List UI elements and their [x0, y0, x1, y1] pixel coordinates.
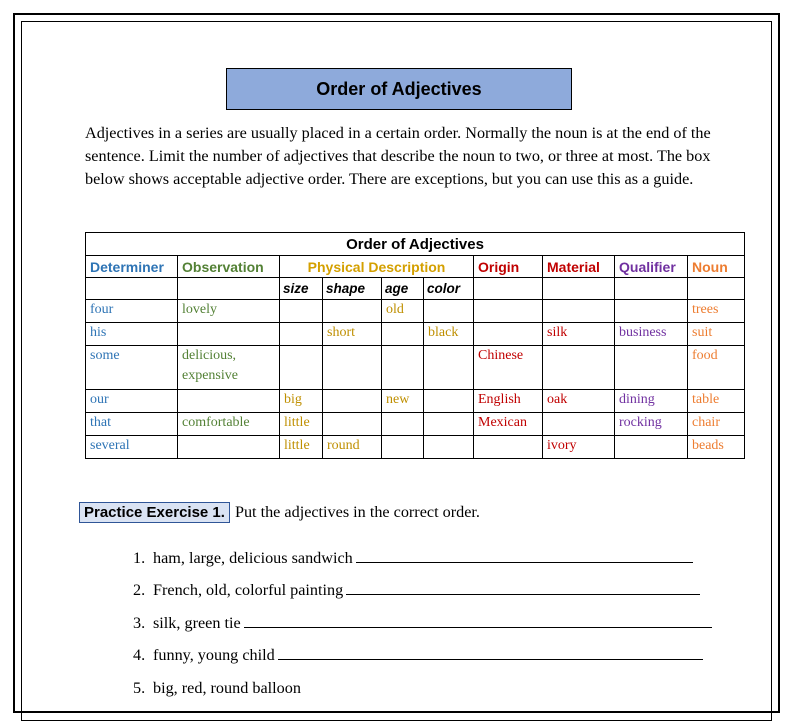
table-row — [86, 413, 745, 436]
answer-line[interactable] — [356, 561, 693, 563]
cell-age: new — [382, 390, 424, 413]
cell-obs — [178, 323, 280, 346]
cell-color — [424, 346, 474, 390]
cell-noun: table — [688, 390, 745, 413]
practice-label: Practice Exercise 1. — [79, 502, 230, 523]
exercise-text: big, red, round balloon — [153, 678, 301, 697]
cell-shape — [323, 390, 382, 413]
cell-origin — [474, 300, 543, 323]
cell-shape: round — [323, 436, 382, 459]
cell-material: ivory — [543, 436, 615, 459]
cell-size — [280, 300, 323, 323]
exercise-item — [133, 633, 712, 666]
subheader-size: size — [280, 278, 323, 300]
cell-obs — [178, 390, 280, 413]
table-row — [86, 390, 745, 413]
cell-noun: food — [688, 346, 745, 390]
subheader-color: color — [424, 278, 474, 300]
exercise-number: 3. — [133, 613, 146, 632]
exercise-number: 2. — [133, 581, 146, 599]
header-determiner: Determiner — [86, 256, 178, 278]
exercise-text: funny, young child — [153, 646, 275, 664]
exercise-text: silk, green tie — [153, 613, 241, 632]
cell-det: his — [86, 323, 178, 346]
cell-age — [382, 323, 424, 346]
subheader-shape: shape — [323, 278, 382, 300]
cell-qualifier: business — [615, 323, 688, 346]
exercise-number: 5. — [133, 678, 146, 697]
practice-instruction: Put the adjectives in the correct order. — [234, 503, 480, 521]
cell-qualifier — [615, 300, 688, 323]
subheader-age: age — [382, 278, 424, 300]
subheader-empty — [474, 278, 543, 300]
cell-shape — [323, 346, 382, 390]
subheader-empty — [178, 278, 280, 300]
page-title-text: Order of Adjectives — [316, 78, 482, 99]
cell-shape — [323, 300, 382, 323]
cell-noun: trees — [688, 300, 745, 323]
cell-material — [543, 413, 615, 436]
intro-paragraph: Adjectives in a series are usually placed in a certain order. Normally the noun is at the end of the sentence. Limit the number of adjectives that describe the noun to two, or three at most. The box below shows acceptable adjective order. There are exceptions, but you can use this as a guide. — [85, 124, 711, 188]
table-row — [86, 346, 745, 390]
cell-age — [382, 346, 424, 390]
cell-origin — [474, 323, 543, 346]
exercise-item — [133, 665, 712, 698]
cell-noun: beads — [688, 436, 745, 459]
exercise-item — [133, 568, 712, 601]
cell-size — [280, 346, 323, 390]
cell-color — [424, 390, 474, 413]
adjective-order-table — [85, 232, 745, 459]
header-origin: Origin — [474, 256, 543, 278]
cell-obs: delicious, expensive — [178, 346, 280, 390]
header-physical-description: Physical Description — [280, 256, 474, 278]
exercise-number: 1. — [133, 548, 146, 567]
cell-color — [424, 300, 474, 323]
cell-size — [280, 323, 323, 346]
cell-noun: chair — [688, 413, 745, 436]
cell-det: four — [86, 300, 178, 323]
cell-size: little — [280, 436, 323, 459]
cell-origin: Mexican — [474, 413, 543, 436]
cell-obs: lovely — [178, 300, 280, 323]
cell-qualifier — [615, 436, 688, 459]
answer-line[interactable] — [278, 658, 703, 660]
cell-color — [424, 436, 474, 459]
cell-origin — [474, 436, 543, 459]
cell-shape: short — [323, 323, 382, 346]
cell-age: old — [382, 300, 424, 323]
page-title — [226, 68, 572, 110]
table-row — [86, 300, 745, 323]
exercise-item — [133, 535, 712, 568]
cell-shape — [323, 413, 382, 436]
cell-material — [543, 346, 615, 390]
cell-material — [543, 300, 615, 323]
practice-heading — [79, 502, 480, 523]
exercise-item — [133, 600, 712, 633]
cell-origin: English — [474, 390, 543, 413]
exercise-list — [133, 535, 712, 698]
cell-qualifier: rocking — [615, 413, 688, 436]
table-title: Order of Adjectives — [86, 233, 745, 256]
exercise-text: ham, large, delicious sandwich — [153, 548, 353, 567]
table-row — [86, 436, 745, 459]
cell-size: little — [280, 413, 323, 436]
cell-noun: suit — [688, 323, 745, 346]
cell-obs — [178, 436, 280, 459]
subheader-empty — [86, 278, 178, 300]
subheader-empty — [688, 278, 745, 300]
table-row — [86, 323, 745, 346]
answer-line[interactable] — [244, 626, 712, 628]
header-noun: Noun — [688, 256, 745, 278]
cell-obs: comfortable — [178, 413, 280, 436]
cell-color — [424, 413, 474, 436]
subheader-empty — [543, 278, 615, 300]
cell-qualifier: dining — [615, 390, 688, 413]
cell-det: our — [86, 390, 178, 413]
cell-material: silk — [543, 323, 615, 346]
header-qualifier: Qualifier — [615, 256, 688, 278]
cell-color: black — [424, 323, 474, 346]
subheader-empty — [615, 278, 688, 300]
answer-line[interactable] — [346, 593, 700, 595]
cell-material: oak — [543, 390, 615, 413]
table-body — [86, 300, 745, 459]
cell-age — [382, 413, 424, 436]
cell-age — [382, 436, 424, 459]
cell-det: that — [86, 413, 178, 436]
header-material: Material — [543, 256, 615, 278]
exercise-number: 4. — [133, 646, 146, 664]
cell-size: big — [280, 390, 323, 413]
header-observation: Observation — [178, 256, 280, 278]
cell-origin: Chinese — [474, 346, 543, 390]
cell-det: several — [86, 436, 178, 459]
cell-qualifier — [615, 346, 688, 390]
cell-det: some — [86, 346, 178, 390]
exercise-text: French, old, colorful painting — [153, 581, 344, 599]
